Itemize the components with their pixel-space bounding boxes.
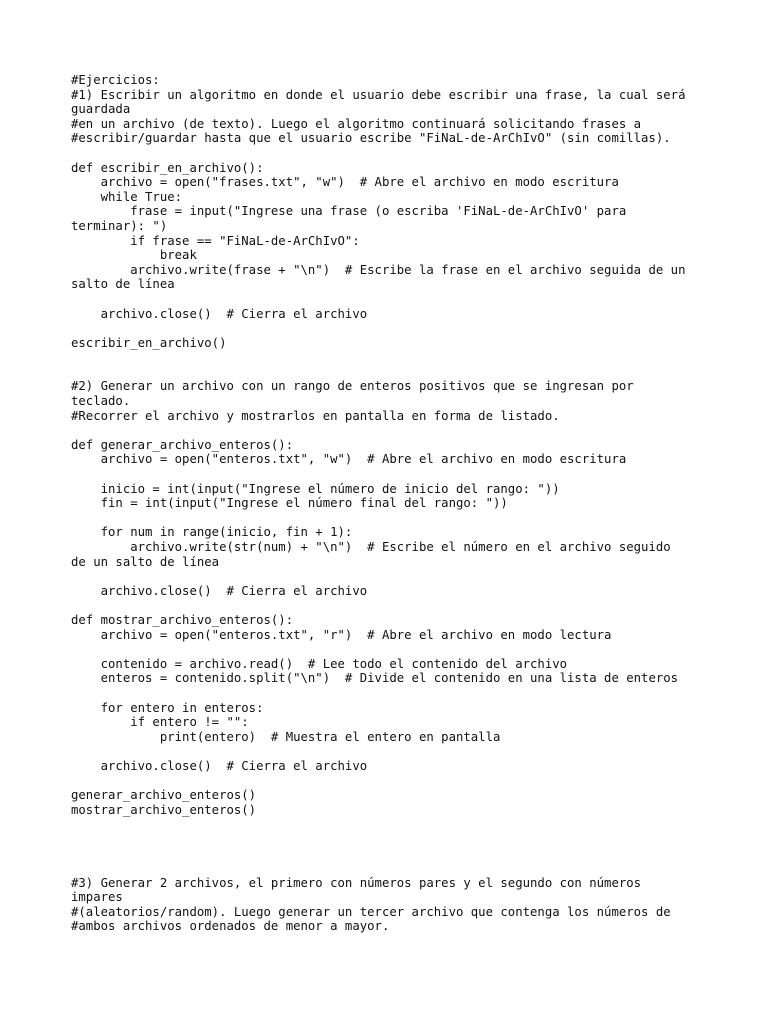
text-line: archivo.close() # Cierra el archivo [71,583,368,598]
text-line: frase = input("Ingrese una frase (o escriba 'FiNaL-de-ArChIvO' para [71,204,627,219]
text-line: def mostrar_archivo_enteros(): [71,612,294,627]
text-line: #ambos archivos ordenados de menor a mayor. [71,919,390,934]
text-line: #(aleatorios/random). Luego generar un tercer archivo que contenga los números de [71,904,671,919]
text-line: mostrar_archivo_enteros() [71,802,257,817]
text-line: archivo.close() # Cierra el archivo [71,306,368,321]
text-line [71,744,701,759]
text-line: archivo.write(frase + "\n") # Escribe la frase en el archivo seguida de un [71,262,686,277]
text-line: de un salto de línea [71,554,220,569]
text-line: for entero in enteros: [71,700,264,715]
text-line: print(entero) # Muestra el entero en pantalla [71,729,501,744]
text-line: #Ejercicios: [71,73,160,87]
text-line: archivo.close() # Cierra el archivo [71,758,368,773]
text-line: while True: [71,189,183,204]
text-line [71,861,701,876]
text-line [71,686,701,701]
text-line [71,846,701,861]
text-line: if entero != "": [71,715,249,730]
text-line [71,774,701,789]
code-text-block [71,73,701,934]
text-line: #en un archivo (de texto). Luego el algoritmo continuará solicitando frases a [71,116,642,131]
text-line [71,832,701,847]
text-line: guardada [71,102,131,117]
text-line: #2) Generar un archivo con un rango de enteros positivos que se ingresan por [71,379,634,394]
text-line: #Recorrer el archivo y mostrarlos en pantalla en forma de listado. [71,408,560,423]
text-line: for num in range(inicio, fin + 1): [71,525,353,540]
text-line: archivo = open("frases.txt", "w") # Abre el archivo en modo escritura [71,175,619,190]
text-line: break [71,248,197,263]
text-line [71,365,701,380]
text-line [71,321,701,336]
text-line: terminar): ") [71,218,168,233]
text-line: archivo.write(str(num) + "\n") # Escribe el número en el archivo seguido [71,540,671,554]
text-line: fin = int(input("Ingrese el número final del rango: ")) [71,496,508,511]
text-line [71,292,701,307]
text-line: enteros = contenido.split("\n") # Divide el contenido en una lista de enteros [71,671,679,686]
text-line: if frase == "FiNaL-de-ArChIvO": [71,233,360,248]
text-line: contenido = archivo.read() # Lee todo el contenido del archivo [71,656,568,671]
text-line: #1) Escribir un algoritmo en donde el usuario debe escribir una frase, la cual será [71,87,686,102]
text-line [71,511,701,526]
text-line [71,146,701,161]
text-line [71,350,701,365]
text-line [71,598,701,613]
text-line [71,817,701,832]
text-line: #escribir/guardar hasta que el usuario escribe "FiNaL-de-ArChIvO" (sin comillas). [71,131,671,146]
text-line: def generar_archivo_enteros(): [71,437,294,452]
text-line [71,642,701,657]
text-line [71,423,701,438]
text-line: inicio = int(input("Ingrese el número de inicio del rango: ")) [71,481,560,496]
text-line: salto de línea [71,277,175,292]
text-line: archivo = open("enteros.txt", "w") # Abre el archivo en modo escritura [71,452,627,467]
text-line [71,467,701,482]
text-line: archivo = open("enteros.txt", "r") # Abre el archivo en modo lectura [71,627,612,642]
text-line: generar_archivo_enteros() [71,788,257,803]
text-line [71,569,701,584]
text-line: impares [71,890,123,905]
text-line: #3) Generar 2 archivos, el primero con números pares y el segundo con números [71,875,642,890]
text-line: escribir_en_archivo() [71,335,227,350]
text-line: def escribir_en_archivo(): [71,160,264,175]
text-line: teclado. [71,394,131,409]
